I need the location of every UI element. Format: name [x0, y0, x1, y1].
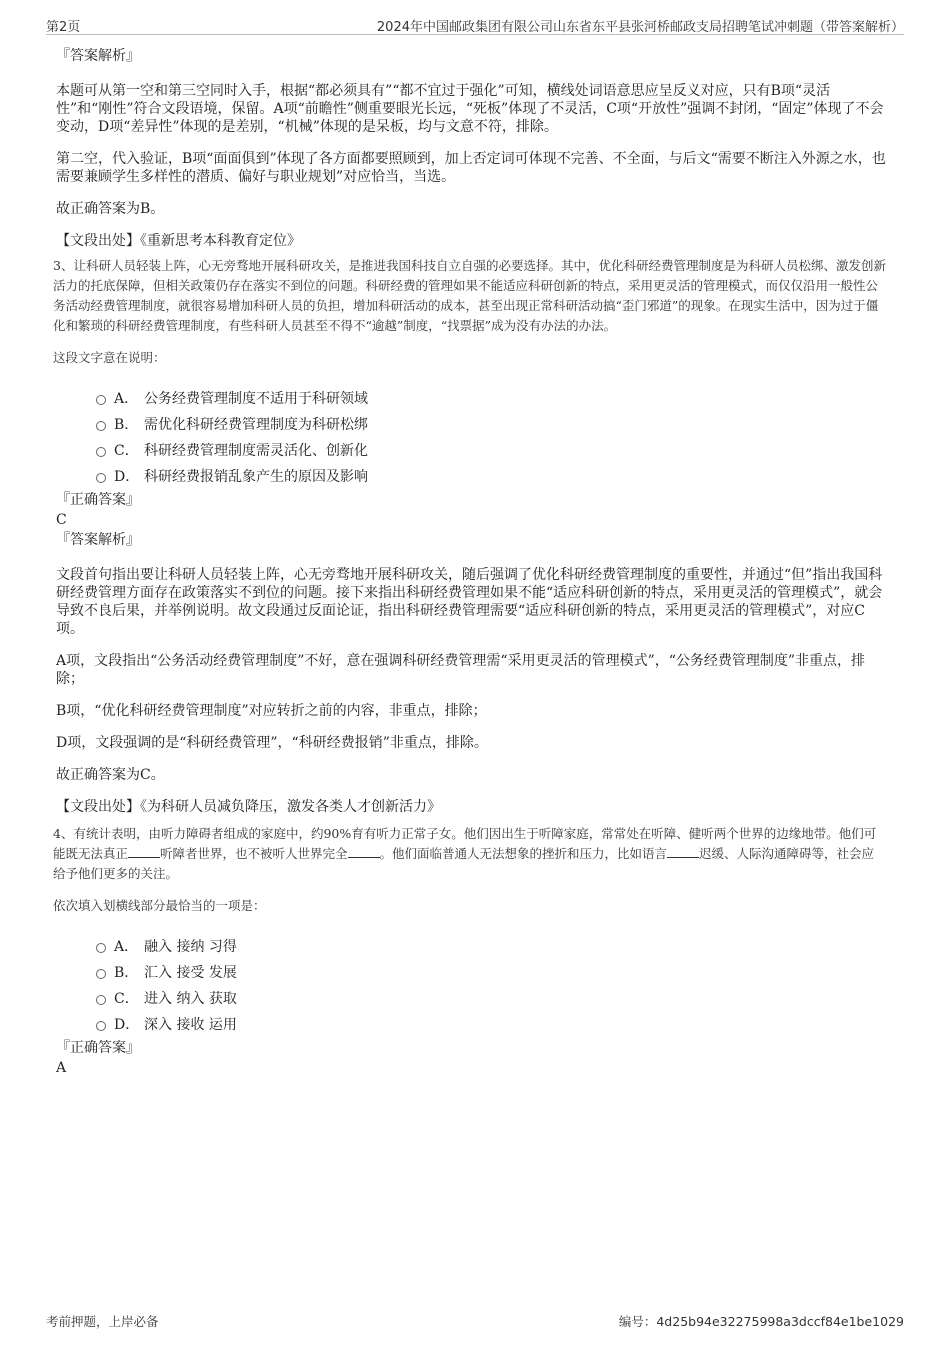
- document-id: 编号：4d25b94e32275998a3dccf84e1be1029: [618, 1314, 904, 1329]
- radio-icon[interactable]: [96, 995, 106, 1005]
- option-a[interactable]: A． 公务经费管理制度不适用于科研领域: [56, 386, 886, 412]
- option-b[interactable]: B． 汇入 接受 发展: [56, 960, 886, 986]
- radio-icon[interactable]: [96, 1021, 106, 1031]
- analysis-paragraph: 本题可从第一空和第三空同时入手，根据“都必须具有”“都不宜过于强化”可知，横线处词语意思应呈反义对应，只有B项“灵活性”和“刚性”符合文段语境，保留。A项“前瞻性”侧重要眼光长远，“死板”体现了不灵活，C项“开放性”强调不封闭，“固定”体现了不会变动，D项“差异性”体现的是差别，“机械”体现的是呆板，均与文意不符，排除。: [56, 83, 884, 135]
- radio-icon[interactable]: [96, 969, 106, 979]
- question-prompt: 依次填入划横线部分最恰当的一项是：: [53, 898, 266, 913]
- radio-icon[interactable]: [96, 447, 106, 457]
- answer-value: C: [56, 512, 67, 528]
- radio-icon[interactable]: [96, 421, 106, 431]
- answer-heading: 『正确答案』: [56, 492, 140, 508]
- blank-line: [348, 845, 380, 858]
- page-content: [53, 42, 886, 1078]
- page-footer: [46, 1312, 904, 1332]
- analysis-paragraph: D项，文段强调的是“科研经费管理”，“科研经费报销”非重点，排除。: [56, 735, 488, 751]
- option-b[interactable]: B． 需优化科研经费管理制度为科研松绑: [56, 412, 886, 438]
- analysis-heading: 『答案解析』: [56, 532, 140, 548]
- blank-line: [667, 845, 699, 858]
- answer-conclusion: 故正确答案为C。: [56, 767, 165, 783]
- answer-heading: 『正确答案』: [56, 1040, 140, 1056]
- option-list: [56, 386, 886, 490]
- radio-icon[interactable]: [96, 395, 106, 405]
- page-number: 第2页: [46, 20, 81, 35]
- option-list: [56, 934, 886, 1038]
- question-stem: 3、让科研人员轻装上阵，心无旁骛地开展科研攻关，是推进我国科技自立自强的必要选择。其中，优化科研经费管理制度是为科研人员松绑、激发创新活力的托底保障，但相关政策仍存在落实不到位的问题。科研经费的管理如果不能适应科研创新的特点，采用更灵活的管理模式，而仅仅沿用一般性公务活动经费管理制度，就很容易增加科研人员的负担，增加科研活动的成本，甚至出现正常科研活动搞“歪门邪道”的现象。在现实生活中，因为过于僵化和繁琐的科研经费管理制度，有些科研人员甚至不得不“逾越”制度，“找票据”成为没有办法的办法。: [53, 258, 886, 333]
- radio-icon[interactable]: [96, 943, 106, 953]
- source-note: 【文段出处】《重新思考本科教育定位》: [56, 233, 301, 249]
- answer-conclusion: 故正确答案为B。: [56, 201, 165, 217]
- answer-value: A: [56, 1060, 67, 1076]
- analysis-paragraph: A项，文段指出“公务活动经费管理制度”不好，意在强调科研经费管理需“采用更灵活的管理模式”，“公务经费管理制度”非重点，排除；: [56, 653, 866, 687]
- option-c[interactable]: C． 进入 纳入 获取: [56, 986, 886, 1012]
- page-header: [46, 14, 904, 35]
- blank-line: [128, 845, 160, 858]
- source-note: 【文段出处】《为科研人员减负降压，激发各类人才创新活力》: [56, 799, 441, 815]
- analysis-heading: 『答案解析』: [56, 48, 140, 64]
- question-stem: 4、有统计表明，由听力障碍者组成的家庭中，约90%育有听力正常子女。他们因出生于听障家庭，常常处在听障、健听两个世界的边缘地带。他们可能既无法真正 听障者世界，也不被听人世界完全 。他们面临普通人无法想象的挫折和压力，比如语言 迟缓、人际沟通障碍等，社会应给予他们更多的关注。: [53, 826, 877, 881]
- footer-slogan: 考前押题，上岸必备: [46, 1314, 159, 1329]
- radio-icon[interactable]: [96, 473, 106, 483]
- option-d[interactable]: D． 深入 接收 运用: [56, 1012, 886, 1038]
- analysis-paragraph: 文段首句指出要让科研人员轻装上阵，心无旁骛地开展科研攻关，随后强调了优化科研经费管理制度的重要性，并通过“但”指出我国科研经费管理方面存在政策落实不到位的问题。接下来指出科研经费管理如果不能“适应科研创新的特点，采用更灵活的管理模式”，就会导致不良后果，并举例说明。故文段通过反面论证，指出科研经费管理需要“适应科研创新的特点，采用更灵活的管理模式”，对应C项。: [56, 567, 883, 637]
- analysis-paragraph: B项，“优化科研经费管理制度”对应转折之前的内容，非重点，排除；: [56, 703, 487, 719]
- option-d[interactable]: D． 科研经费报销乱象产生的原因及影响: [56, 464, 886, 490]
- option-a[interactable]: A． 融入 接纳 习得: [56, 934, 886, 960]
- document-title: 2024年中国邮政集团有限公司山东省东平县张河桥邮政支局招聘笔试冲刺题（带答案解析）: [376, 20, 904, 35]
- option-c[interactable]: C． 科研经费管理制度需灵活化、创新化: [56, 438, 886, 464]
- analysis-paragraph: 第二空，代入验证，B项“面面俱到”体现了各方面都要照顾到，加上否定词可体现不完善、不全面，与后文“需要不断注入外源之水，也需要兼顾学生多样性的潜质、偏好与职业规划”对应恰当，当选。: [56, 151, 886, 185]
- question-prompt: 这段文字意在说明：: [53, 350, 166, 365]
